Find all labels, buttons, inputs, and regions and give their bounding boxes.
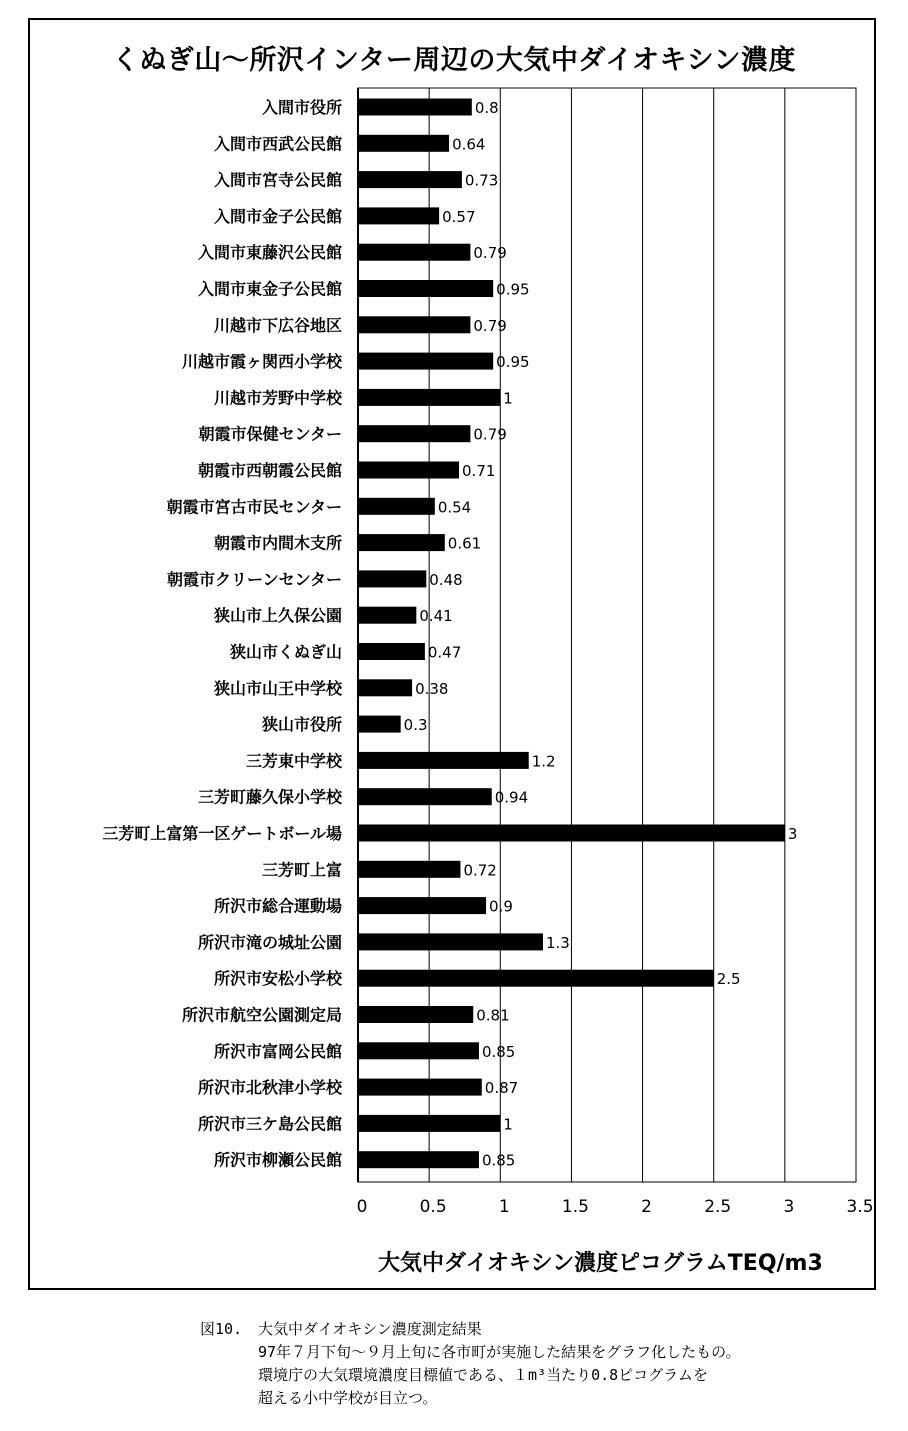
chart-title: くぬぎ山～所沢インター周辺の大気中ダイオキシン濃度 bbox=[111, 45, 797, 76]
category-label: 所沢市富岡公民館 bbox=[213, 1041, 342, 1061]
bar bbox=[358, 607, 416, 624]
unit-label: ピコグラムTEQ/m3 bbox=[618, 1251, 823, 1276]
x-tick-label: 2 bbox=[641, 1197, 652, 1217]
value-label: 0.95 bbox=[496, 280, 530, 299]
bar bbox=[358, 716, 401, 733]
value-label: 0.57 bbox=[442, 207, 476, 226]
bar bbox=[358, 1115, 500, 1132]
category-label: 狭山市山王中学校 bbox=[213, 678, 342, 698]
category-label: 入間市役所 bbox=[261, 98, 342, 117]
value-label: 0.71 bbox=[462, 462, 496, 480]
value-label: 0.48 bbox=[429, 570, 463, 589]
caption-line: 超える小中学校が目立つ。 bbox=[258, 1389, 438, 1407]
x-tick-label: 3 bbox=[783, 1197, 795, 1217]
category-labels bbox=[102, 98, 343, 1170]
caption-line: 環境庁の大気環境濃度目標値である、１m³当たり0.8ピコグラムを bbox=[258, 1366, 709, 1384]
category-label: 川越市芳野中学校 bbox=[213, 388, 342, 408]
bar bbox=[358, 244, 470, 261]
x-tick-label: 1.5 bbox=[561, 1197, 589, 1217]
value-label: 0.72 bbox=[463, 861, 497, 880]
category-label: 狭山市役所 bbox=[261, 715, 342, 735]
category-label: 狭山市上久保公園 bbox=[213, 606, 342, 626]
value-label: 1.2 bbox=[531, 752, 556, 771]
category-label: 入間市金子公民館 bbox=[213, 206, 342, 226]
category-label: 三芳町上富第一区ゲートボール場 bbox=[102, 824, 342, 843]
bar bbox=[358, 825, 785, 842]
category-label: 所沢市柳瀬公民館 bbox=[213, 1150, 342, 1170]
bar bbox=[358, 788, 492, 805]
x-tick-label: 3.5 bbox=[846, 1197, 874, 1217]
caption-title: 大気中ダイオキシン濃度測定結果 bbox=[258, 1320, 482, 1338]
bar bbox=[358, 1006, 473, 1023]
bar bbox=[358, 498, 435, 515]
bar bbox=[358, 1042, 479, 1059]
bar bbox=[358, 1151, 479, 1168]
value-label: 0.61 bbox=[447, 534, 482, 553]
value-label: 0.8 bbox=[474, 99, 499, 117]
category-label: 入間市西武公民館 bbox=[213, 134, 342, 154]
category-label: 朝霞市西朝霞公民館 bbox=[197, 461, 342, 480]
value-label: 0.79 bbox=[473, 316, 507, 335]
value-label: 0.38 bbox=[415, 679, 449, 698]
bar bbox=[358, 389, 500, 406]
value-label: 0.81 bbox=[476, 1006, 510, 1025]
value-label: 1.3 bbox=[545, 933, 570, 952]
category-label: 所沢市三ケ島公民館 bbox=[197, 1114, 342, 1134]
value-label: 0.9 bbox=[489, 897, 513, 916]
value-label: 0.54 bbox=[437, 498, 472, 517]
bar bbox=[358, 353, 493, 370]
value-label: 3 bbox=[787, 825, 798, 843]
bar bbox=[358, 643, 425, 660]
value-label: 1 bbox=[503, 389, 513, 408]
bar bbox=[358, 99, 472, 116]
category-label: 所沢市北秋津小学校 bbox=[197, 1078, 342, 1098]
bar bbox=[358, 679, 412, 696]
bar bbox=[358, 462, 459, 479]
value-label: 0.79 bbox=[473, 425, 507, 444]
category-label: 朝霞市保健センター bbox=[198, 424, 342, 444]
x-tick-labels bbox=[357, 1197, 874, 1217]
caption-line: 97年７月下旬～９月上旬に各市町が実施した結果をグラフ化したもの。 bbox=[258, 1343, 741, 1361]
value-label: 0.85 bbox=[481, 1151, 516, 1170]
bar bbox=[358, 970, 714, 987]
value-label: 0.64 bbox=[452, 135, 486, 154]
bar bbox=[358, 1079, 482, 1096]
category-label: 朝霞市宮古市民センター bbox=[166, 497, 342, 517]
bar bbox=[358, 316, 470, 333]
category-label: 川越市霞ヶ関西小学校 bbox=[181, 352, 342, 372]
category-label: 三芳東中学校 bbox=[245, 751, 342, 771]
value-label: 0.85 bbox=[481, 1042, 516, 1061]
value-label: 0.3 bbox=[403, 716, 428, 735]
category-label: 狭山市くぬぎ山 bbox=[229, 642, 342, 662]
bar bbox=[358, 135, 449, 152]
value-label: 0.47 bbox=[427, 643, 462, 662]
x-tick-label: 0.5 bbox=[419, 1197, 447, 1217]
category-label: 入間市宮寺公民館 bbox=[213, 170, 342, 190]
category-label: 朝霞市クリーンセンター bbox=[166, 569, 342, 589]
category-label: 三芳町藤久保小学校 bbox=[197, 787, 342, 807]
x-tick-label: 2.5 bbox=[704, 1197, 732, 1217]
bar bbox=[358, 171, 462, 188]
x-tick-label: 1 bbox=[498, 1197, 510, 1217]
bar bbox=[358, 534, 445, 551]
category-label: 三芳町上富 bbox=[261, 860, 342, 880]
category-label: 川越市下広谷地区 bbox=[213, 315, 342, 335]
figure-caption bbox=[200, 1318, 740, 1410]
bar bbox=[358, 861, 460, 878]
category-label: 所沢市安松小学校 bbox=[213, 969, 342, 989]
value-label: 2.5 bbox=[716, 970, 741, 989]
bar bbox=[358, 897, 486, 914]
value-label: 0.95 bbox=[496, 353, 530, 372]
bar bbox=[358, 280, 493, 297]
bar bbox=[358, 570, 426, 587]
bar bbox=[358, 933, 543, 950]
value-label: 0.87 bbox=[484, 1079, 519, 1098]
category-label: 所沢市総合運動場 bbox=[213, 896, 342, 916]
value-label: 1 bbox=[503, 1115, 513, 1134]
category-label: 入間市東金子公民館 bbox=[197, 279, 342, 299]
category-label: 所沢市滝の城址公園 bbox=[197, 932, 342, 952]
category-label: 入間市東藤沢公民館 bbox=[197, 243, 342, 263]
figure-number: 図10. bbox=[200, 1320, 243, 1338]
value-label: 0.41 bbox=[419, 607, 453, 626]
x-axis-title: 大気中ダイオキシン濃度 bbox=[378, 1251, 619, 1276]
bar bbox=[358, 425, 470, 442]
bar bbox=[358, 752, 529, 769]
x-tick-label: 0 bbox=[356, 1197, 368, 1217]
value-label: 0.94 bbox=[494, 788, 529, 807]
category-label: 所沢市航空公園測定局 bbox=[181, 1005, 342, 1025]
bar bbox=[358, 207, 439, 224]
value-label: 0.73 bbox=[464, 171, 499, 190]
value-label: 0.79 bbox=[473, 244, 507, 263]
category-label: 朝霞市内間木支所 bbox=[213, 533, 342, 553]
